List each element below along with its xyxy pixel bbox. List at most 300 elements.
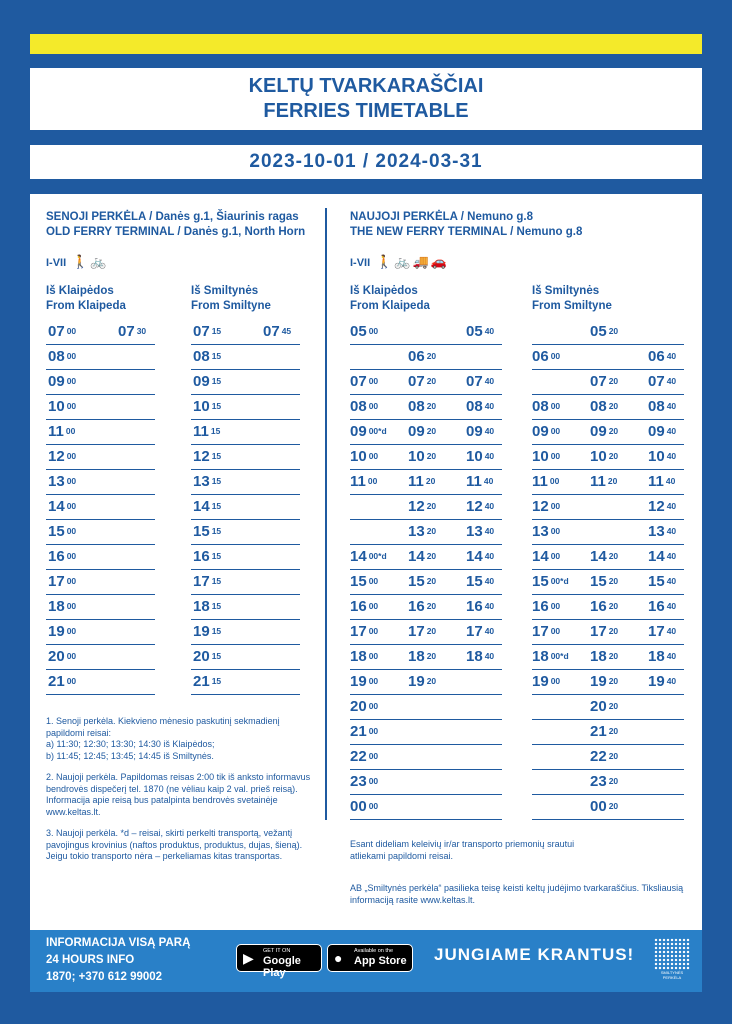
departure-time (350, 423, 387, 441)
timetable-row (191, 445, 300, 470)
departure-time (466, 598, 494, 616)
departure-time (350, 398, 378, 416)
departure-time (48, 348, 76, 366)
departure-time (48, 398, 76, 416)
departure-hour: 22 (590, 748, 607, 765)
departure-hour: 14 (590, 548, 607, 565)
departure-hour: 07 (263, 323, 280, 340)
departure-hour: 10 (193, 398, 210, 415)
departure-hour: 18 (48, 598, 65, 615)
departure-minute: 00 (66, 376, 77, 386)
departure-time (648, 423, 676, 441)
timetable-row (191, 570, 300, 595)
title-box (30, 68, 702, 130)
departure-time (648, 598, 676, 616)
departure-hour: 10 (48, 398, 65, 415)
timetable-row (532, 420, 684, 445)
departure-hour: 16 (193, 548, 210, 565)
departure-minute: 45 (281, 326, 292, 336)
departure-minute: 20 (608, 701, 619, 711)
departure-time (350, 698, 378, 716)
departure-time (590, 473, 617, 491)
departure-minute: 00 (368, 701, 379, 711)
old-from-smiltyne-heading (191, 284, 271, 314)
timetable-row (532, 770, 684, 795)
departure-hour: 14 (48, 498, 65, 515)
departure-hour: 16 (648, 598, 665, 615)
departure-minute: 20 (608, 726, 619, 736)
departure-time (532, 573, 569, 591)
departure-hour: 12 (48, 448, 65, 465)
new-terminal-name-lt: NAUJOJI PERKĖLA / Nemuno g.8 (350, 211, 533, 223)
departure-hour: 19 (648, 673, 665, 690)
title-lt: KELTŲ TVARKARAŠČIAI (248, 75, 484, 97)
departure-hour: 22 (350, 748, 367, 765)
departure-time (532, 398, 560, 416)
departure-time (590, 448, 618, 466)
timetable-row (350, 545, 502, 570)
departure-hour: 20 (193, 648, 210, 665)
timetable-row (532, 695, 684, 720)
departure-minute: 20 (608, 551, 619, 561)
departure-minute: 00 (367, 476, 378, 486)
timetable-row (46, 545, 155, 570)
departure-hour: 18 (350, 648, 367, 665)
departure-hour: 15 (408, 573, 425, 590)
gp-small: GET IT ON (263, 948, 291, 954)
departure-minute: 40 (666, 551, 677, 561)
departure-hour: 00 (350, 798, 367, 815)
departure-time (408, 623, 436, 641)
departure-minute: 40 (666, 376, 677, 386)
timetable-row (532, 620, 684, 645)
departure-minute: 00 (550, 626, 561, 636)
departure-time (532, 673, 560, 691)
departure-time (408, 648, 436, 666)
departure-minute: 15 (211, 501, 222, 511)
departure-minute: 00 (550, 601, 561, 611)
departure-time (193, 423, 220, 441)
departure-minute: 00 (550, 426, 561, 436)
timetable-row (532, 570, 684, 595)
app-store-badge[interactable] (327, 944, 413, 972)
timetable-row (46, 620, 155, 645)
departure-hour: 18 (532, 648, 549, 665)
departure-time (648, 398, 676, 416)
departure-minute: 20 (426, 551, 437, 561)
timetable-row (46, 645, 155, 670)
departure-minute: 20 (608, 376, 619, 386)
departure-hour: 08 (350, 398, 367, 415)
departure-hour: 16 (532, 598, 549, 615)
departure-minute: 00 (66, 551, 77, 561)
timetable-row (350, 420, 502, 445)
departure-time (48, 473, 76, 491)
departure-minute: 20 (608, 326, 619, 336)
departure-hour: 06 (408, 348, 425, 365)
departure-hour: 14 (648, 548, 665, 565)
departure-hour: 06 (532, 348, 549, 365)
note-1a: a) 11:30; 12:30; 13:30; 14:30 iš Klaipėdos; (46, 739, 215, 749)
google-play-badge[interactable] (236, 944, 322, 979)
timetable-row (46, 670, 155, 695)
departure-minute: 20 (608, 801, 619, 811)
departure-time (408, 448, 436, 466)
departure-hour: 15 (193, 523, 210, 540)
departure-hour: 20 (590, 698, 607, 715)
departure-hour: 07 (193, 323, 210, 340)
departure-hour: 18 (466, 648, 483, 665)
departure-hour: 08 (466, 398, 483, 415)
old-smiltyne-lt: Iš Smiltynės (191, 285, 259, 297)
departure-hour: 05 (466, 323, 483, 340)
departure-minute: 40 (666, 576, 677, 586)
timetable-row (350, 770, 502, 795)
timetable-row (350, 395, 502, 420)
info-line-2: 24 HOURS INFO (46, 954, 135, 966)
departure-minute: 20 (426, 401, 437, 411)
departure-minute: 00 (368, 751, 379, 761)
departure-hour: 19 (532, 673, 549, 690)
departure-hour: 13 (466, 523, 483, 540)
departure-minute: 00 (550, 676, 561, 686)
timetable-row (532, 720, 684, 745)
departure-hour: 21 (350, 723, 367, 740)
timetable-row (191, 345, 300, 370)
departure-minute: 40 (484, 501, 495, 511)
departure-time (590, 698, 618, 716)
timetable-row (191, 420, 300, 445)
departure-time (350, 723, 378, 741)
departure-hour: 18 (648, 648, 665, 665)
info-phone: 1870; +370 612 99002 (46, 971, 163, 983)
departure-time (590, 598, 618, 616)
timetable-row (532, 595, 684, 620)
departure-time (193, 598, 221, 616)
departure-hour: 11 (648, 473, 664, 490)
departure-hour: 21 (590, 723, 607, 740)
timetable-row (46, 520, 155, 545)
new-klaipeda-en: From Klaipeda (350, 300, 430, 312)
departure-minute: 00 (66, 526, 77, 536)
departure-minute: 00 (550, 551, 561, 561)
departure-minute: 20 (608, 451, 619, 461)
departure-minute: 00 (66, 326, 77, 336)
departure-time (466, 398, 494, 416)
departure-hour: 17 (590, 623, 607, 640)
departure-minute: 00 (368, 601, 379, 611)
departure-minute: 20 (426, 351, 437, 361)
departure-minute: 40 (484, 451, 495, 461)
departure-hour: 09 (408, 423, 425, 440)
departure-time (408, 423, 436, 441)
departure-minute: 40 (666, 626, 677, 636)
departure-time (48, 673, 76, 691)
departure-minute: 40 (484, 551, 495, 561)
departure-hour: 09 (466, 423, 483, 440)
departure-time (532, 423, 560, 441)
departure-time (408, 473, 435, 491)
departure-hour: 10 (466, 448, 483, 465)
departure-hour: 21 (48, 673, 65, 690)
departure-time (408, 398, 436, 416)
departure-minute: 40 (666, 401, 677, 411)
departure-minute: 00*d (550, 651, 569, 661)
departure-hour: 14 (408, 548, 425, 565)
departure-minute: 15 (211, 576, 222, 586)
departure-minute: 40 (666, 426, 677, 436)
pedestrian-bicycle-icon: 🚶🚲 (72, 254, 109, 269)
departure-minute: 00 (550, 451, 561, 461)
departure-minute: 00 (368, 626, 379, 636)
departure-time (408, 523, 436, 541)
departure-time (532, 498, 560, 516)
departure-time (466, 323, 494, 341)
departure-time (648, 648, 676, 666)
departure-minute: 40 (484, 626, 495, 636)
departure-time (408, 498, 436, 516)
departure-hour: 17 (466, 623, 483, 640)
departure-minute: 00 (550, 526, 561, 536)
departure-minute: 00 (66, 501, 77, 511)
timetable-row (46, 595, 155, 620)
departure-minute: 20 (608, 776, 619, 786)
departure-hour: 10 (648, 448, 665, 465)
departure-time (590, 748, 618, 766)
old-from-klaipeda-heading (46, 284, 126, 314)
departure-hour: 08 (48, 348, 65, 365)
departure-hour: 18 (590, 648, 607, 665)
departure-hour: 23 (590, 773, 607, 790)
departure-minute: 20 (608, 601, 619, 611)
departure-hour: 18 (193, 598, 210, 615)
new-smiltyne-lt: Iš Smiltynės (532, 285, 600, 297)
timetable-row (350, 620, 502, 645)
departure-minute: 00 (368, 376, 379, 386)
departure-hour: 05 (350, 323, 367, 340)
departure-minute: 00 (368, 326, 379, 336)
departure-time (350, 323, 378, 341)
old-klaipeda-en: From Klaipeda (46, 300, 126, 312)
title-en: FERRIES TIMETABLE (263, 100, 469, 122)
logo-text: SMILTYNĖS PERKĖLA (660, 970, 684, 980)
timetable-row (532, 545, 684, 570)
timetable-row (350, 320, 502, 345)
timetable-row (191, 620, 300, 645)
new-from-klaipeda-heading (350, 284, 430, 314)
departure-time (590, 323, 618, 341)
timetable-row (191, 645, 300, 670)
departure-hour: 13 (193, 473, 210, 490)
timetable-row (350, 645, 502, 670)
departure-minute: 00 (368, 726, 379, 736)
departure-minute: 20 (608, 626, 619, 636)
departure-hour: 12 (532, 498, 549, 515)
departure-minute: 40 (666, 526, 677, 536)
note-3: 3. Naujoji perkėla. *d – reisai, skirti perkelti transportą, vežantį pavojingus krovinius (naftos produktus, produktus, dujas, šieną). Jeigu tokio transporto nėra – perkeliamas kitas transportas. (46, 828, 303, 861)
departure-time (408, 673, 436, 691)
departure-time (350, 673, 378, 691)
departure-time (350, 448, 378, 466)
departure-minute: 20 (608, 751, 619, 761)
departure-time (532, 548, 560, 566)
departure-time (590, 548, 618, 566)
departure-minute: 00 (368, 401, 379, 411)
departure-time (118, 323, 146, 341)
timetable-row (191, 670, 300, 695)
timetable-row (350, 370, 502, 395)
departure-minute: 00 (550, 501, 561, 511)
departure-hour: 10 (350, 448, 367, 465)
departure-hour: 07 (466, 373, 483, 390)
yellow-stripe (30, 34, 702, 54)
new-terminal-name-en: THE NEW FERRY TERMINAL / Nemuno g.8 (350, 226, 583, 238)
departure-minute: 00 (66, 401, 77, 411)
departure-hour: 16 (350, 598, 367, 615)
departure-hour: 09 (48, 373, 65, 390)
departure-time (408, 373, 436, 391)
departure-minute: 15 (211, 376, 222, 386)
timetable-row (191, 545, 300, 570)
new-terminal-heading (350, 210, 582, 240)
departure-time (193, 648, 221, 666)
departure-time (648, 523, 676, 541)
note-extra-trips: Esant dideliam keleivių ir/ar transporto priemonių srautui atliekami papildomi reisai. (350, 839, 575, 861)
departure-time (350, 798, 378, 816)
departure-time (193, 373, 221, 391)
departure-minute: 40 (484, 376, 495, 386)
timetable-row (46, 320, 155, 345)
timetable-row (350, 595, 502, 620)
departure-minute: 15 (211, 526, 222, 536)
new-days (350, 254, 449, 270)
departure-time (532, 623, 560, 641)
departure-minute: 20 (426, 676, 437, 686)
column-divider (325, 208, 327, 820)
departure-time (466, 473, 493, 491)
departure-minute: 20 (426, 626, 437, 636)
departure-minute: 15 (211, 676, 222, 686)
timetable-row (350, 495, 502, 520)
departure-hour: 10 (532, 448, 549, 465)
pedestrian-bicycle-truck-car-icon: 🚶🚲🚚🚗 (376, 254, 449, 269)
departure-time (648, 448, 676, 466)
departure-time (350, 598, 378, 616)
departure-hour: 05 (590, 323, 607, 340)
timetable-row (46, 570, 155, 595)
departure-minute: 00 (66, 626, 77, 636)
departure-time (350, 548, 387, 566)
departure-time (48, 448, 76, 466)
departure-minute: 15 (211, 601, 222, 611)
departure-time (466, 548, 494, 566)
departure-minute: 00*d (368, 426, 387, 436)
departure-time (532, 348, 560, 366)
timetable-row (532, 520, 684, 545)
departure-hour: 15 (648, 573, 665, 590)
departure-minute: 20 (426, 576, 437, 586)
departure-minute: 20 (608, 651, 619, 661)
departure-time (590, 798, 618, 816)
departure-hour: 07 (408, 373, 425, 390)
timetable-row (532, 320, 684, 345)
departure-hour: 17 (193, 573, 210, 590)
departure-time (590, 373, 618, 391)
departure-hour: 17 (408, 623, 425, 640)
timetable-row (532, 645, 684, 670)
old-terminal-heading (46, 210, 305, 240)
departure-time (408, 548, 436, 566)
departure-minute: 00 (549, 476, 560, 486)
departure-minute: 00 (550, 351, 561, 361)
timetable-row (46, 395, 155, 420)
departure-minute: 20 (608, 426, 619, 436)
timetable-row (532, 670, 684, 695)
departure-time (590, 398, 618, 416)
departure-hour: 09 (590, 423, 607, 440)
departure-hour: 19 (408, 673, 425, 690)
departure-minute: 40 (483, 476, 494, 486)
apple-icon: ● (334, 950, 343, 966)
departure-hour: 17 (350, 623, 367, 640)
departure-minute: 00*d (550, 576, 569, 586)
timetable-row (532, 795, 684, 820)
departure-time (648, 673, 676, 691)
old-klaipeda-lt: Iš Klaipėdos (46, 285, 114, 297)
departure-hour: 11 (590, 473, 606, 490)
departure-time (532, 473, 559, 491)
departure-minute: 40 (484, 651, 495, 661)
departure-hour: 14 (350, 548, 367, 565)
departure-time (590, 423, 618, 441)
departure-time (48, 548, 76, 566)
departure-hour: 06 (648, 348, 665, 365)
timetable-row (350, 445, 502, 470)
departure-minute: 20 (425, 476, 436, 486)
departure-minute: 40 (666, 676, 677, 686)
timetable-row (46, 470, 155, 495)
departure-minute: 00 (66, 651, 77, 661)
logo-dots-icon (654, 938, 690, 970)
departure-time (532, 648, 569, 666)
departure-time (532, 523, 560, 541)
timetable-row (350, 795, 502, 820)
old-smiltyne-en: From Smiltyne (191, 300, 271, 312)
departure-hour: 13 (48, 473, 65, 490)
departure-time (648, 373, 676, 391)
new-smiltyne-en: From Smiltyne (532, 300, 612, 312)
departure-hour: 19 (193, 623, 210, 640)
departure-minute: 00 (66, 676, 77, 686)
timetable-row (46, 345, 155, 370)
departure-time (193, 448, 221, 466)
note-1b: b) 11:45; 12:45; 13:45; 14:45 iš Smiltynės. (46, 750, 214, 761)
departure-minute: 40 (484, 576, 495, 586)
old-terminal-name-lt: SENOJI PERKĖLA / Danės g.1, Šiaurinis ragas (46, 211, 299, 223)
departure-hour: 08 (648, 398, 665, 415)
departure-minute: 15 (211, 401, 222, 411)
departure-minute: 40 (666, 451, 677, 461)
departure-minute: 00 (368, 651, 379, 661)
old-terminal-name-en: OLD FERRY TERMINAL / Danės g.1, North Horn (46, 226, 306, 238)
departure-time (193, 548, 221, 566)
departure-minute: 40 (484, 526, 495, 536)
departure-time (408, 573, 436, 591)
note-schedule-change: AB „Smiltynės perkėla“ pasilieka teisę keisti keltų judėjimo tvarkaraščius. Tiksliausią informaciją rasite www.keltas.lt. (350, 883, 684, 905)
departure-time (193, 348, 221, 366)
timetable-row (532, 445, 684, 470)
timetable-row (532, 745, 684, 770)
